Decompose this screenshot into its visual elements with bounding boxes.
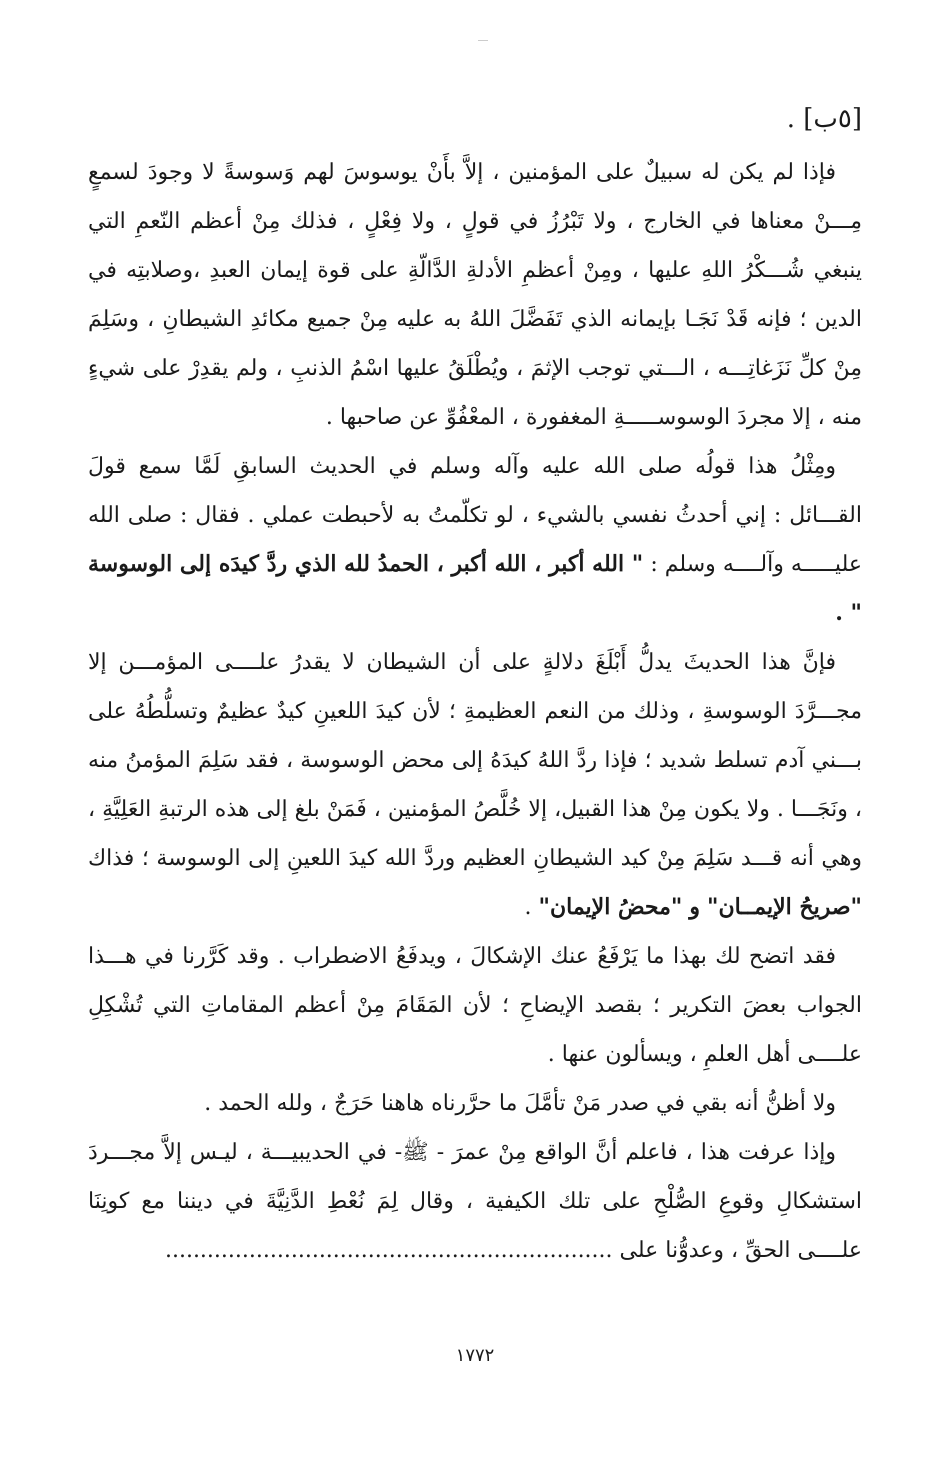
paragraph-6 (88, 1128, 862, 1275)
paragraph-4: فقد اتضح لك بهذا ما يَرْفَعُ عنك الإشكالَ ، ويدفَعُ الاضطراب . وقد كَرَّرنا في هـــذا الجواب بعضَ التكرير ؛ بقصد الإيضاحِ ؛ لأن المَقَامَ مِنْ أعظم المقاماتِ التي تُشْكِلِ علــــى أهل العلمِ ، ويسألون عنها . (88, 944, 862, 1067)
paragraph-6-text: وإذا عرفت هذا ، فاعلم أنَّ الواقع مِنْ عمرَ - ﷺ- في الحديبيـــة ، ليـس إلاَّ مجـــردَ استشكالِ وقوعِ الصُّلْحِ على تلك الكيفية ، وقال لِمَ نُعْطِ الدَّنِيَّةَ في ديننا مع كونِنَا علــــى الحقِّ ، وعدوُّنا على (88, 1140, 862, 1263)
ellipsis-dots: ................................................................ (164, 1238, 613, 1263)
body-text (88, 148, 862, 1275)
folio-marker: [٥ب] . (786, 104, 862, 134)
conjunction: و (689, 894, 701, 920)
page-number: ١٧٧٢ (455, 1345, 495, 1366)
scan-mark (478, 40, 488, 41)
term-sarih-al-iman: "صريحُ الإيمــان" (707, 894, 862, 920)
term-mahd-al-iman: "محضُ الإيمان" (538, 894, 683, 920)
paragraph-2 (88, 442, 862, 638)
paragraph-5: ولا أظنُّ أنه بقي في صدر مَنْ تأمَّلَ ما حرَّرناه هاهنا حَرَجٌ ، ولله الحمد . (204, 1091, 836, 1116)
paragraph-1: فإذا لم يكن له سبيلٌ على المؤمنين ، إلاَّ بأَنْ يوسوسَ لهم وَسوسةً لا وجودَ لسمعٍ مِـــنْ معناها في الخارج ، ولا تَبْرُزُ في قولٍ ، ولا فِعْلٍ ، فذلك مِنْ أعظم النّعمِ التي ينبغي شُـــكْرُ اللهِ عليها ، ومِنْ أعظمِ الأدلةِ الدَّالّةِ على قوة إيمان العبدِ ،وصلابتِه في الدين ؛ فإنه قَدْ نَجَـا بإيمانه الذي تَفَضَّلَ اللهُ به عليه مِنْ جميع مكائدِ الشيطانِ ، وسَلِمَ مِنْ كلِّ نَزَغاتِـــه ، الـــتي توجب الإثمَ ، ويُطْلَقُ عليها اسْمُ الذنبِ ، ولم يقدِرْ على شيءٍ منه ، إلا مجردَ الوسوســـــةِ المغفورة ، المعْفُوِّ عن صاحبها . (88, 160, 862, 430)
paragraph-3 (88, 638, 862, 932)
paragraph-2-text: ومِثْلُ هذا قولُه صلى الله عليه وآله وسلم في الحديث السابقِ لَمَّا سمع قولَ القـــائل : إني أحدثُ نفسي بالشيء ، لو تكلّمتُ به لأحبطت عملي . فقال : صلى الله عليـــــه وآلــــه وسلم : (88, 454, 862, 577)
hadith-quote: " الله أكبر ، الله أكبر ، الحمدُ لله الذي ردَّ كيدَه إلى الوسوسة " . (88, 551, 862, 626)
paragraph-3-text: فإنَّ هذا الحديثَ يدلُّ أَبْلَغَ دلالةٍ على أن الشيطان لا يقدرُ علــــى المؤمـــن إلا مجـــرَّدَ الوسوسةِ ، وذلك من النعم العظيمةِ ؛ لأن كيدَ اللعينِ كيدٌ عظيمٌ وتسلُّطُهُ على بـــني آدم تسلط شديد ؛ فإذا ردَّ اللهُ كيدَهُ إلى محض الوسوسة ، فقد سَلِمَ المؤمنُ منه ، ونَجَـــا . ولا يكون مِنْ هذا القبيل، إلا خُلَّصُ المؤمنين ، فَمَنْ بلغ إلى هذه الرتبةِ العَلِيَّةِ ، وهي أنه قـــد سَلِمَ مِنْ كيد الشيطانِ العظيم وردَّ الله كيدَ اللعينِ إلى الوسوسة ؛ فذاك (88, 650, 862, 871)
end-mark: . (524, 895, 532, 920)
